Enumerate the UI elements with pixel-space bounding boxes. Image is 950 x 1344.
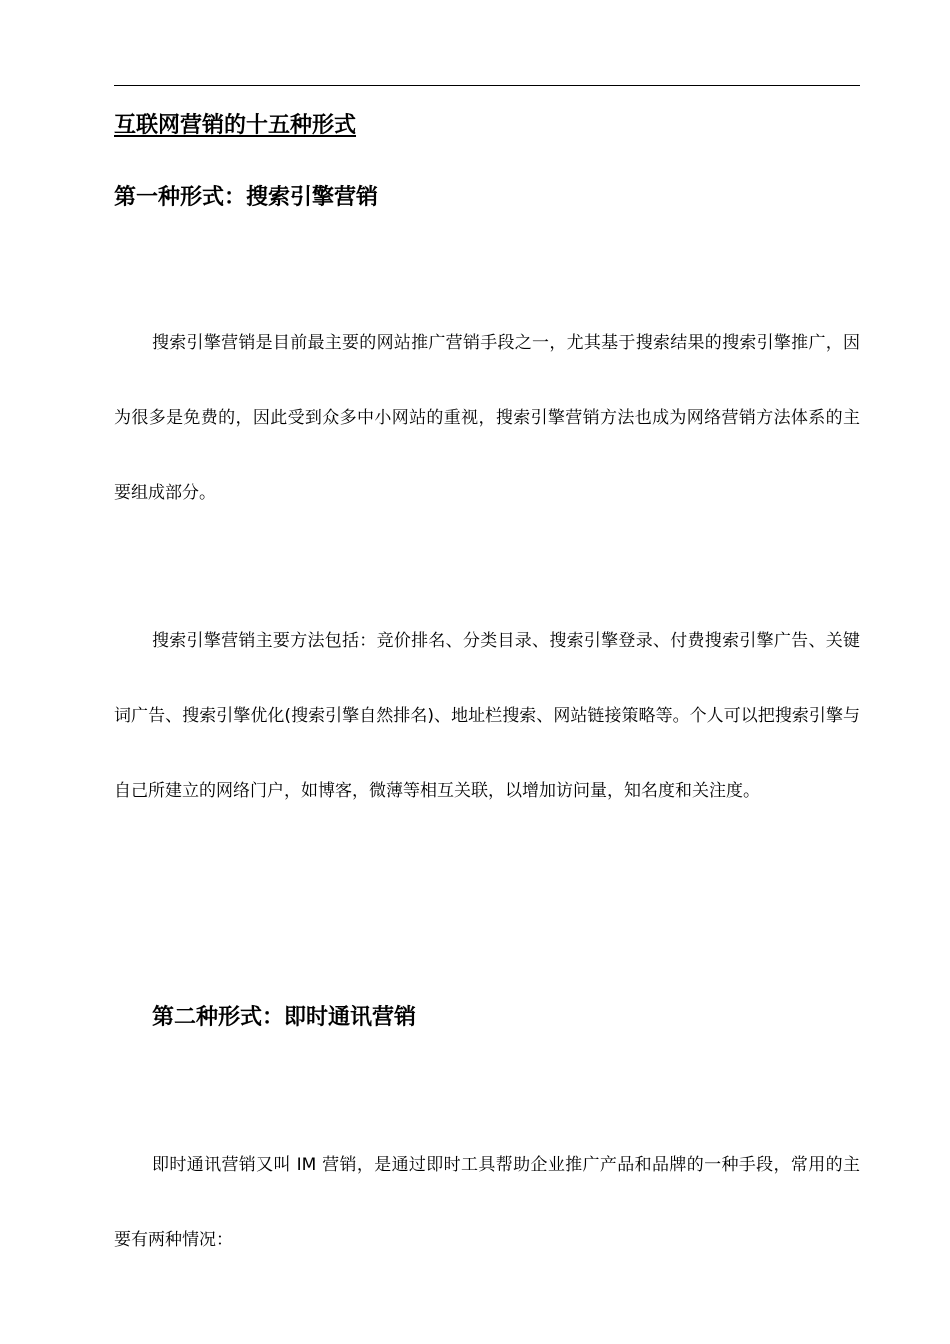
header-rule xyxy=(114,85,860,86)
paragraph-search-engine-intro: 搜索引擎营销是目前最主要的网站推广营销手段之一，尤其基于搜索结果的搜索引擎推广，因为很多是免费的，因此受到众多中小网站的重视，搜索引擎营销方法也成为网络营销方法体系的主要组成部分。 xyxy=(114,333,860,503)
paragraph-instant-messaging-intro: 即时通讯营销又叫 IM 营销，是通过即时工具帮助企业推广产品和品牌的一种手段，常用的主要有两种情况： xyxy=(114,1155,860,1250)
paragraph-search-engine-methods: 搜索引擎营销主要方法包括：竞价排名、分类目录、搜索引擎登录、付费搜索引擎广告、关键词广告、搜索引擎优化(搜索引擎自然排名)、地址栏搜索、网站链接策略等。个人可以把搜索引擎与自己所建立的网络门户，如博客，微薄等相互关联，以增加访问量，知名度和关注度。 xyxy=(114,631,860,801)
section-heading-instant-messaging: 第二种形式：即时通讯营销 xyxy=(152,1005,417,1030)
document-title: 互联网营销的十五种形式 xyxy=(114,113,357,138)
section-heading-search-engine: 第一种形式：搜索引擎营销 xyxy=(114,185,379,210)
